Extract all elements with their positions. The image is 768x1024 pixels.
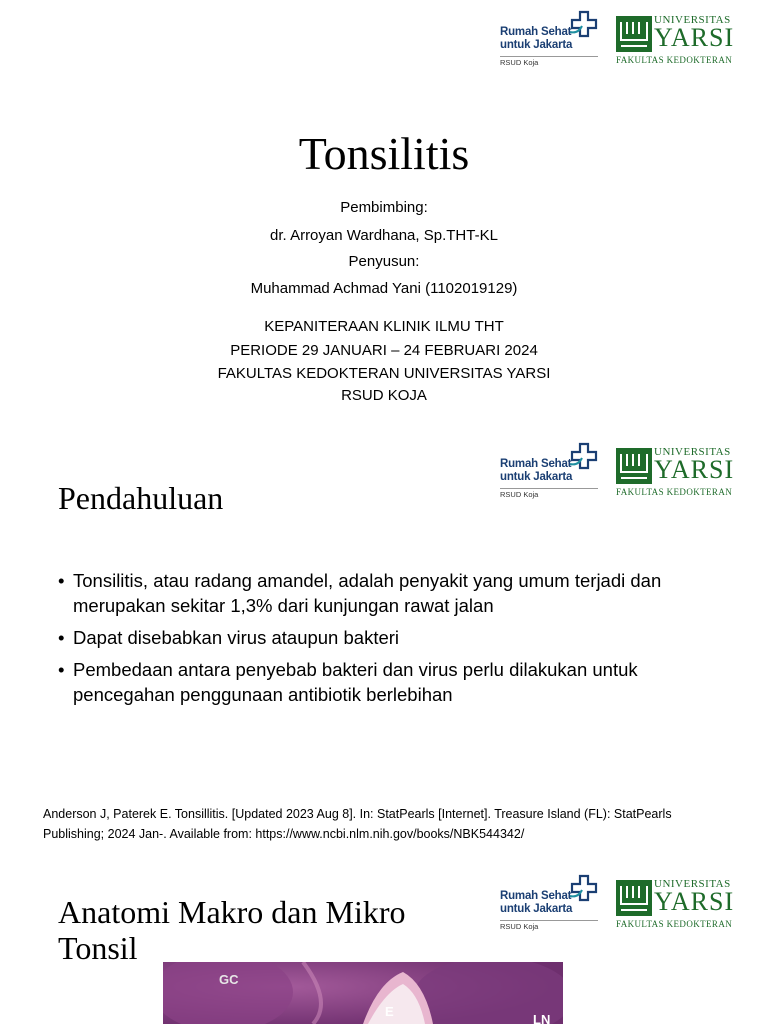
- section-heading: Pendahuluan: [58, 480, 224, 516]
- program-line: KEPANITERAAN KLINIK ILMU THT: [264, 318, 504, 335]
- rumah-sehat-line1: Rumah Sehat: [500, 26, 572, 38]
- reference-citation: Anderson J, Paterek E. Tonsillitis. [Updated 2023 Aug 8]. In: StatPearls [Internet]. Treasure Island (FL): StatPearls Publishing; 2024 Jan-. Available from: https://www.ncbi.nlm.nih.gov/books/NBK544342/: [43, 807, 672, 841]
- yarsi-universitas-label: UNIVERSITAS: [654, 446, 731, 458]
- yarsi-fakultas-label: FAKULTAS KEDOKTERAN: [616, 919, 733, 929]
- logo-divider: [500, 920, 598, 921]
- yarsi-fakultas-label: FAKULTAS KEDOKTERAN: [616, 487, 733, 497]
- yarsi-logo: [616, 878, 735, 932]
- yarsi-emblem-icon: [616, 16, 652, 52]
- rsud-koja-label: RSUD Koja: [500, 922, 539, 931]
- penyusun-name: Muhammad Achmad Yani (1102019129): [250, 280, 518, 297]
- header-logos: [500, 10, 735, 70]
- yarsi-universitas-label: UNIVERSITAS: [654, 878, 731, 890]
- logo-divider: [500, 56, 598, 57]
- header-logos: [500, 874, 735, 934]
- yarsi-emblem-icon: [616, 448, 652, 484]
- yarsi-universitas-label: UNIVERSITAS: [654, 14, 731, 26]
- list-item: [58, 657, 718, 707]
- rumah-sehat-line1: Rumah Sehat: [500, 458, 572, 470]
- bullet-dot-icon: •: [58, 627, 65, 648]
- yarsi-name: YARSI: [654, 23, 735, 52]
- rumah-sehat-line1: Rumah Sehat: [500, 890, 572, 902]
- histo-label-gc: GC: [219, 972, 239, 987]
- histology-image: [163, 962, 563, 1024]
- yarsi-emblem-icon: [616, 880, 652, 916]
- heading-line-2: Tonsil: [58, 930, 138, 966]
- rumah-sehat-cross-icon: [568, 874, 600, 904]
- section-heading: [58, 894, 406, 966]
- yarsi-logo: [616, 14, 735, 68]
- slide-title-text: Tonsilitis: [298, 128, 470, 179]
- rumah-sehat-logo: [500, 10, 604, 70]
- bullet-list: [58, 568, 718, 714]
- penyusun-label: Penyusun:: [348, 253, 420, 270]
- rsud-koja-label: RSUD Koja: [500, 58, 539, 67]
- rumah-sehat-line2: untuk Jakarta: [500, 903, 573, 915]
- yarsi-name: YARSI: [654, 455, 735, 484]
- yarsi-name: YARSI: [654, 887, 735, 916]
- rumah-sehat-logo: [500, 442, 604, 502]
- periode-line: PERIODE 29 JANUARI – 24 FEBRUARI 2024: [230, 342, 538, 359]
- rumah-sehat-cross-icon: [568, 10, 600, 40]
- rumah-sehat-logo: [500, 874, 604, 934]
- pembimbing-name: dr. Arroyan Wardhana, Sp.THT-KL: [270, 227, 498, 244]
- pembimbing-label: Pembimbing:: [340, 199, 428, 216]
- slide-anatomi: [0, 864, 768, 1024]
- list-item: [58, 625, 718, 650]
- rsud-line: RSUD KOJA: [341, 387, 427, 404]
- slide-title: [0, 0, 768, 432]
- bullet-dot-icon: •: [58, 570, 65, 591]
- yarsi-logo: [616, 446, 735, 500]
- slide-pendahuluan: [0, 432, 768, 864]
- heading-line-1: Anatomi Makro dan Mikro: [58, 894, 406, 930]
- bullet-dot-icon: •: [58, 659, 65, 680]
- rumah-sehat-cross-icon: [568, 442, 600, 472]
- rsud-koja-label: RSUD Koja: [500, 490, 539, 499]
- bullet-text: Tonsilitis, atau radang amandel, adalah penyakit yang umum terjadi dan merupakan sekitar 1,3% dari kunjungan rawat jalan: [73, 570, 662, 616]
- bullet-text: Dapat disebabkan virus ataupun bakteri: [73, 627, 400, 648]
- rumah-sehat-line2: untuk Jakarta: [500, 471, 573, 483]
- yarsi-fakultas-label: FAKULTAS KEDOKTERAN: [616, 55, 733, 65]
- bullet-text: Pembedaan antara penyebab bakteri dan virus perlu dilakukan untuk pencegahan penggunaan antibiotik berlebihan: [73, 659, 638, 705]
- rumah-sehat-line2: untuk Jakarta: [500, 39, 573, 51]
- histo-label-e: E: [385, 1004, 394, 1019]
- list-item: [58, 568, 718, 618]
- fakultas-line: FAKULTAS KEDOKTERAN UNIVERSITAS YARSI: [217, 365, 551, 382]
- histo-label-ln: LN: [533, 1012, 551, 1024]
- header-logos: [500, 442, 735, 502]
- logo-divider: [500, 488, 598, 489]
